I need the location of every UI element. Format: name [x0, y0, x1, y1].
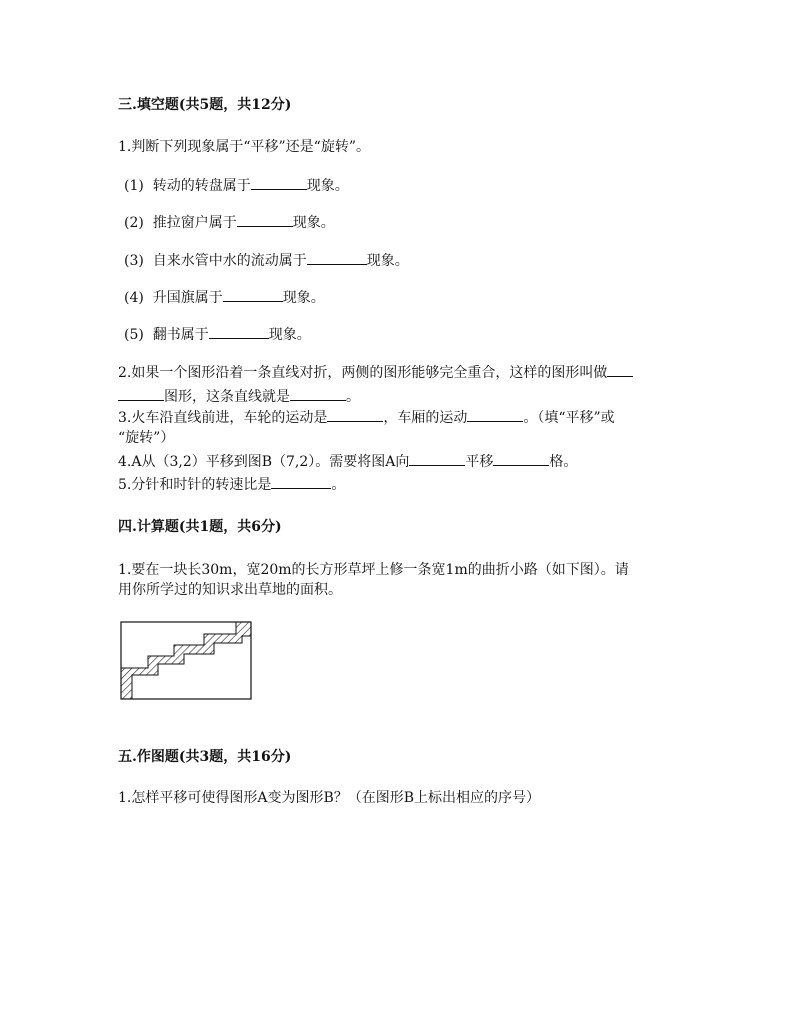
question-text: 。 — [331, 477, 346, 493]
question-4-1-line-2: 用你所学过的知识求出草地的面积。 — [118, 582, 342, 598]
item-suffix: 现象。 — [268, 327, 311, 343]
item-text: 转动的转盘属于 — [152, 178, 251, 194]
item-suffix: 现象。 — [306, 178, 349, 194]
answer-blank — [271, 474, 331, 489]
question-3-1-stem: 1.判断下列现象属于“平移”还是“旋转”。 — [118, 139, 370, 155]
question-3-1-item-2 — [124, 212, 335, 233]
item-number: (1) — [124, 178, 144, 194]
item-text: 自来水管中水的流动属于 — [152, 253, 307, 269]
question-3-3-line-2: “旋转”） — [118, 430, 175, 446]
question-5-1: 1.怎样平移可使得图形A变为图形B？（在图形B上标出相应的序号） — [118, 790, 541, 806]
question-3-2-line-2 — [118, 386, 360, 407]
question-text: 3.火车沿直线前进，车轮的运动是 — [118, 410, 328, 426]
answer-blank — [493, 451, 549, 466]
item-suffix: 现象。 — [366, 253, 409, 269]
question-text: ，车厢的运动 — [383, 410, 468, 426]
answer-blank — [607, 362, 633, 377]
question-3-1-item-3 — [124, 250, 409, 271]
answer-blank — [118, 386, 164, 401]
lawn-path-diagram — [118, 618, 256, 704]
answer-blank — [237, 212, 293, 227]
item-suffix: 现象。 — [292, 215, 335, 231]
item-number: (5) — [124, 327, 144, 343]
question-3-1-item-1 — [124, 175, 349, 196]
answer-blank — [327, 407, 383, 422]
question-3-1-item-4 — [124, 287, 325, 308]
item-text: 翻书属于 — [152, 327, 209, 343]
answer-blank — [251, 175, 307, 190]
answer-blank — [223, 287, 283, 302]
item-text: 升国旗属于 — [152, 290, 223, 306]
question-text: 图形，这条直线就是 — [164, 389, 290, 405]
question-3-4 — [118, 451, 577, 472]
answer-blank — [307, 250, 367, 265]
question-3-3-line-1 — [118, 407, 615, 428]
item-suffix: 现象。 — [282, 290, 325, 306]
item-text: 推拉窗户属于 — [152, 215, 237, 231]
answer-blank — [290, 386, 346, 401]
section-3-heading: 三.填空题(共5题，共12分) — [118, 97, 292, 113]
section-5-heading: 五.作图题(共3题，共16分) — [118, 749, 292, 765]
question-4-1-line-1: 1.要在一块长30m，宽20m的长方形草坪上修一条宽1m的曲折小路（如下图）。请 — [118, 562, 629, 578]
question-text: 5.分针和时针的转速比是 — [118, 477, 272, 493]
item-number: (3) — [124, 253, 144, 269]
question-text: 4.A从（3,2）平移到图B（7,2）。需要将图A向 — [118, 454, 410, 470]
question-3-1-item-5 — [124, 324, 311, 345]
question-text: 。 — [346, 389, 360, 405]
question-3-5 — [118, 474, 345, 495]
answer-blank — [209, 324, 269, 339]
answer-blank — [409, 451, 465, 466]
question-text: 。（填“平移”或 — [523, 410, 615, 426]
question-text: 平移 — [465, 454, 494, 470]
question-text: 格。 — [549, 454, 578, 470]
section-4-heading: 四.计算题(共1题，共6分) — [118, 519, 282, 535]
item-number: (4) — [124, 290, 144, 306]
answer-blank — [467, 407, 523, 422]
question-3-2-line-1 — [118, 362, 633, 383]
question-text: 2.如果一个图形沿着一条直线对折，两侧的图形能够完全重合，这样的图形叫做 — [118, 365, 608, 381]
item-number: (2) — [124, 215, 144, 231]
